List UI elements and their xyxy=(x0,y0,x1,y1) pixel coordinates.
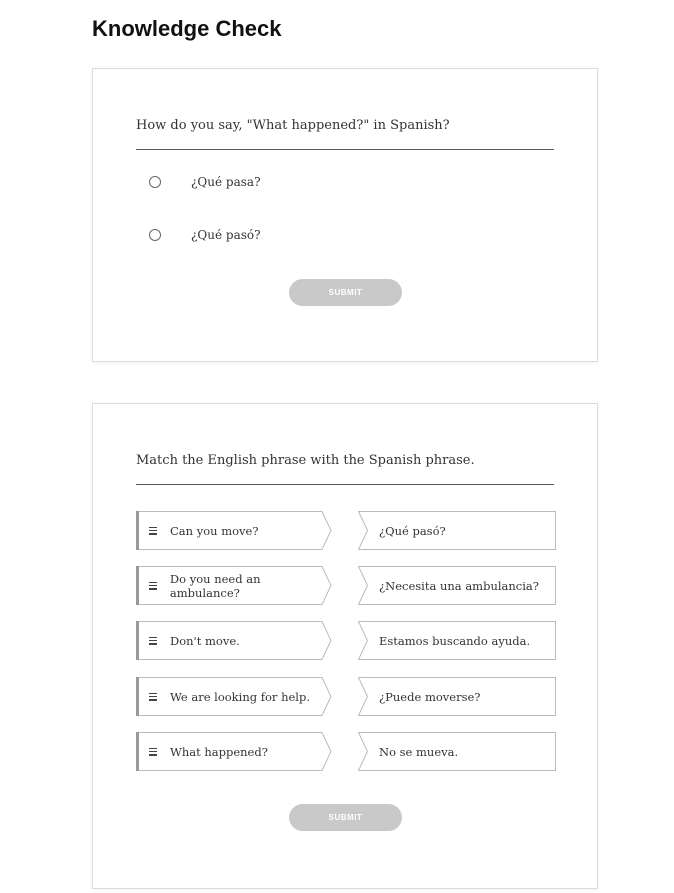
question-prompt: How do you say, "What happened?" in Spanish? xyxy=(136,117,554,150)
match-row xyxy=(136,511,556,551)
drag-item[interactable] xyxy=(136,732,332,771)
choice-label: ¿Qué pasa? xyxy=(191,175,261,189)
drag-handle-icon[interactable] xyxy=(149,748,157,756)
drag-bar xyxy=(136,732,139,771)
drag-bar xyxy=(136,566,139,605)
radio-button[interactable] xyxy=(149,229,161,241)
submit-button[interactable]: SUBMIT xyxy=(289,279,402,306)
page-title: Knowledge Check xyxy=(92,16,282,41)
match-row xyxy=(136,677,556,717)
drag-item-label: We are looking for help. xyxy=(170,689,310,704)
drop-target[interactable] xyxy=(358,621,556,660)
multiple-choice-card xyxy=(92,68,598,362)
radio-button[interactable] xyxy=(149,176,161,188)
drop-target-label: ¿Necesita una ambulancia? xyxy=(379,578,539,593)
drop-target[interactable] xyxy=(358,677,556,716)
drag-item[interactable] xyxy=(136,511,332,550)
choice-label: ¿Qué pasó? xyxy=(191,228,261,242)
drop-target-label: ¿Qué pasó? xyxy=(379,523,446,538)
drag-item-label: Do you need an ambulance? xyxy=(169,571,261,600)
drag-item[interactable] xyxy=(136,621,332,660)
drag-item-label: What happened? xyxy=(170,744,268,759)
choice-option[interactable] xyxy=(149,225,261,245)
drag-handle-icon[interactable] xyxy=(149,637,157,645)
match-row xyxy=(136,732,556,772)
drop-target-label: No se mueva. xyxy=(379,744,459,759)
drop-target[interactable] xyxy=(358,511,556,550)
drag-item[interactable] xyxy=(136,677,332,716)
drag-item-label: Can you move? xyxy=(170,523,259,538)
choice-option[interactable] xyxy=(149,172,261,192)
drag-handle-icon[interactable] xyxy=(149,527,157,535)
drag-bar xyxy=(136,677,139,716)
drag-bar xyxy=(136,511,139,550)
question-prompt: Match the English phrase with the Spanish phrase. xyxy=(136,452,554,485)
drag-bar xyxy=(136,621,139,660)
drag-handle-icon[interactable] xyxy=(149,582,157,590)
drag-item[interactable] xyxy=(136,566,332,605)
drop-target-label: Estamos buscando ayuda. xyxy=(379,633,531,648)
drop-target[interactable] xyxy=(358,732,556,771)
drag-item-label: Don't move. xyxy=(170,633,240,648)
submit-button[interactable]: SUBMIT xyxy=(289,804,402,831)
matching-card xyxy=(92,403,598,889)
match-row xyxy=(136,566,556,606)
drop-target[interactable] xyxy=(358,566,556,605)
drop-target-label: ¿Puede moverse? xyxy=(379,689,481,704)
match-row xyxy=(136,621,556,661)
drag-handle-icon[interactable] xyxy=(149,693,157,701)
